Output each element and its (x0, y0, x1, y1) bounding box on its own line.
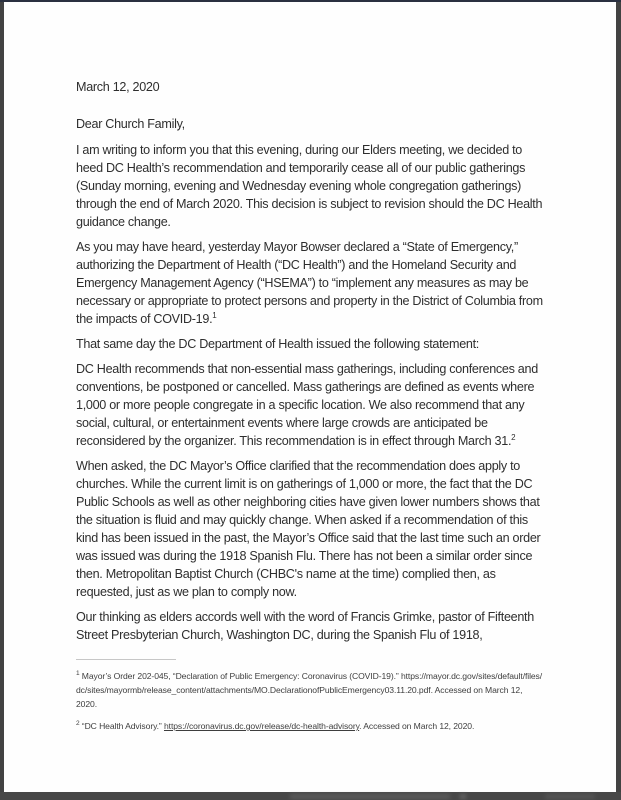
letter-date: March 12, 2020 (76, 80, 160, 94)
body-paragraph-3 (76, 335, 545, 353)
footnote-reference-2: 2 (511, 432, 516, 442)
body-paragraph-1 (76, 141, 545, 231)
paragraph-text: I am writing to inform you that this evening, during our Elders meeting, we decided to heed DC Health’s recommendation and temporarily cease all of our public gatherings (Sunday morning, evening and Wednesday evening whole congregation gatherings) through the end of March 2020. This decision is subject to revision should the DC Health guidance change. (76, 143, 543, 229)
footnote-text: “DC Health Advisory.” (79, 721, 164, 731)
paragraph-text: That same day the DC Department of Health issued the following statement: (76, 337, 480, 351)
paragraph-text: DC Health recommends that non-essential mass gatherings, including conferences and conventions, be postponed or cancelled. Mass gatherings are defined as events where 1,000 or more people congregate in a specific location. We also recommend that any social, cultural, or entertainment events where large crowds are anticipated be reconsidered by the organizer. This recommendation is in effect through March 31. (76, 362, 538, 448)
footnote-1 (76, 669, 545, 711)
paragraph-text: Our thinking as elders accords well with the word of Francis Grimke, pastor of Fifteenth Street Presbyterian Church, Washington DC, during the Spanish Flu of 1918, (76, 610, 534, 642)
footnote-url: https://mayor.dc.gov/sites/default/files/dc/sites/mayormb/release_content/attachments/MO.DeclarationofPublicEmergency03.11.20.pdf (76, 671, 543, 695)
footnote-marker: 2 (76, 720, 80, 728)
body-paragraph-2 (76, 238, 545, 328)
bottom-bar-smudge (545, 794, 595, 799)
paragraph-text: As you may have heard, yesterday Mayor Bowser declared a “State of Emergency,” authorizing the Department of Health (“DC Health”) and the Homeland Security and Emergency Management Agency (“HSEMA”) to “implement any measures as may be necessary or appropriate to protect persons and property in the District of Columbia from the impacts of COVID-19. (76, 240, 543, 326)
body-paragraph-4 (76, 360, 545, 450)
body-paragraph-5 (76, 457, 545, 601)
footnote-link[interactable]: https://coronavirus.dc.gov/release/dc-health-advisory (163, 721, 360, 731)
bottom-bar-smudge (290, 794, 450, 799)
body-paragraph-6 (76, 608, 545, 644)
footnote-text: Mayor’s Order 202-045, “Declaration of Public Emergency: Coronavirus (COVID-19).” (79, 671, 401, 681)
footnote-text: . Accessed on March 12, 2020. (359, 721, 475, 731)
paragraph-text: When asked, the DC Mayor’s Office clarified that the recommendation does apply to churches. While the current limit is on gatherings of 1,000 or more, the fact that the DC Public Schools as well as other neighboring cities have given lower numbers shows that the situation is fluid and may quickly change. When asked if a recommendation of this kind has been issued in the past, the Mayor’s Office said that the last time such an order was issued was during the 1918 Spanish Flu. There has not been a similar order since then. Metropolitan Baptist Church (CHBC's name at the time) complied then, as requested, just as we plan to comply now. (76, 459, 541, 599)
footnote-text: . Accessed on March 12, 2020. (76, 685, 523, 709)
letter-salutation: Dear Church Family, (76, 117, 185, 131)
footnote-reference-1: 1 (212, 310, 217, 320)
bottom-bar-smudge (460, 794, 466, 799)
letter-page (4, 2, 616, 793)
footnote-2 (76, 719, 545, 733)
viewer-top-edge (0, 0, 621, 2)
footnote-marker: 1 (76, 670, 80, 678)
footnote-divider-rule (76, 659, 176, 660)
viewer-bottom-edge (0, 792, 621, 800)
